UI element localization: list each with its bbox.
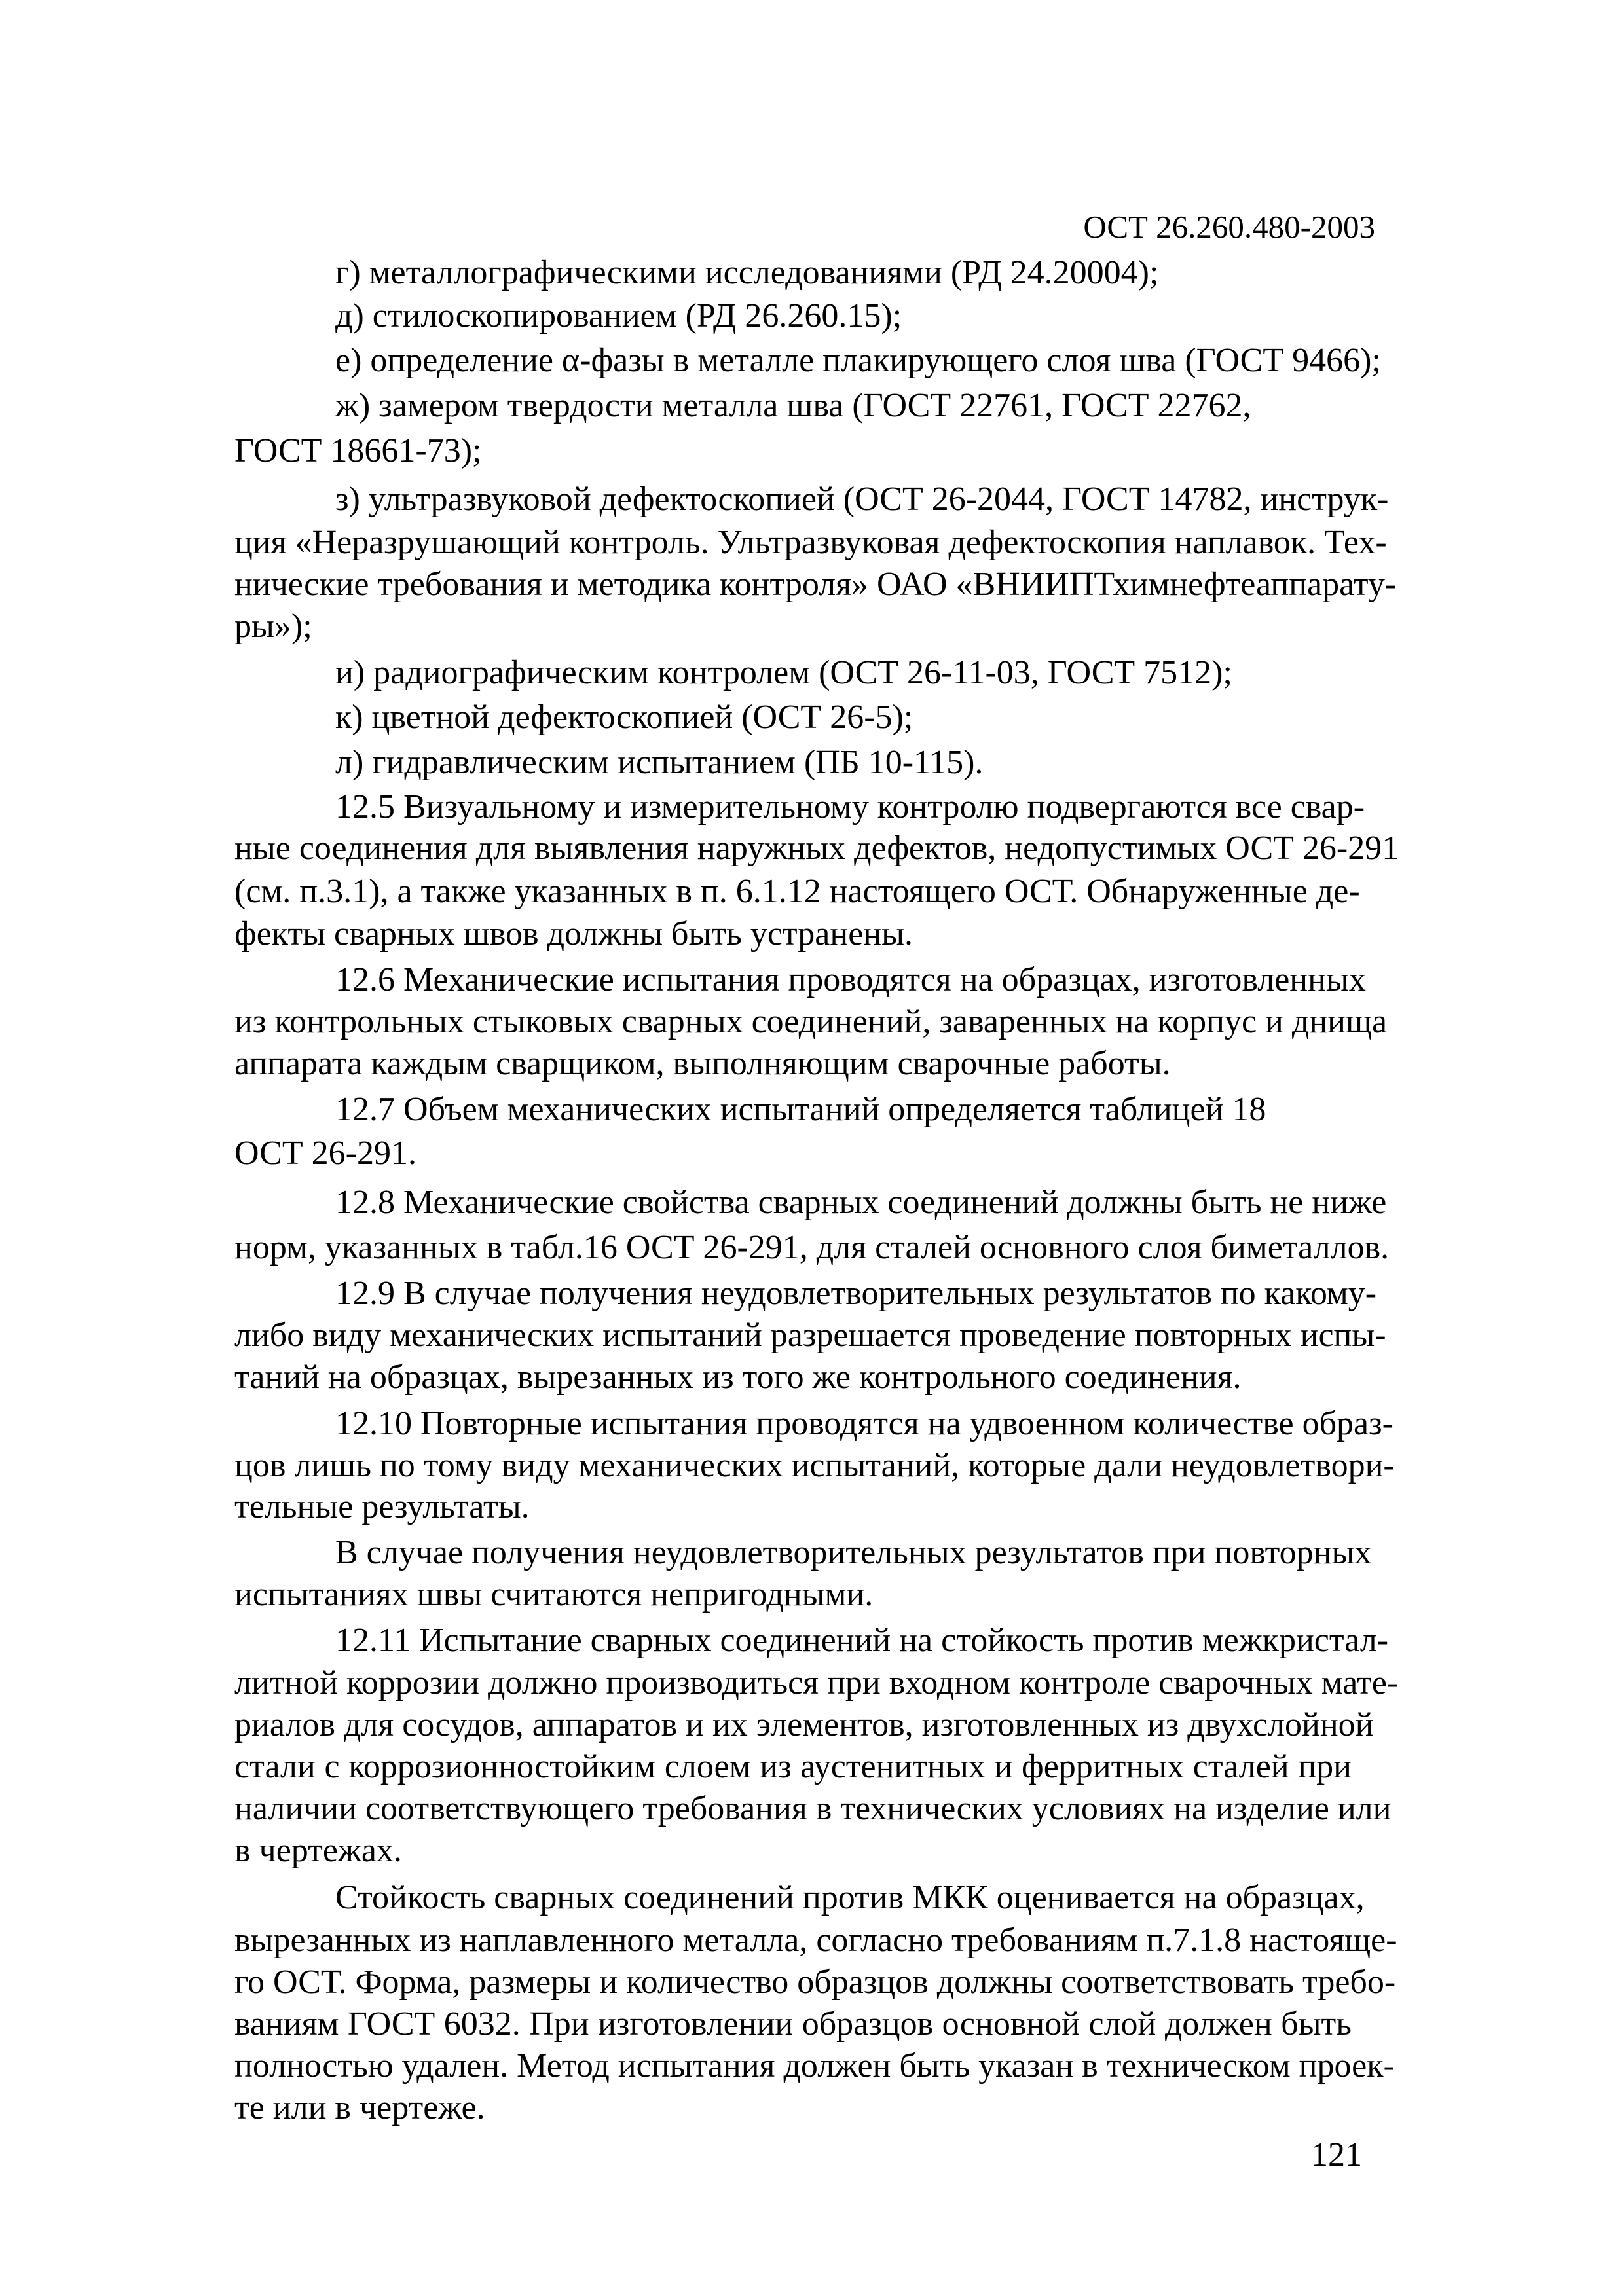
- list-item-k: к) цветной дефектоскопией (ОСТ 26-5);: [335, 699, 913, 736]
- list-item-l: л) гидравлическим испытанием (ПБ 10-115).: [335, 744, 984, 781]
- list-item-z-line3: нические требования и методика контроля» ОАО «ВНИИПТхимнефтеаппарату-: [234, 566, 1397, 603]
- list-item-z-line4: ры»);: [234, 608, 312, 645]
- section-12-10-line1: 12.10 Повторные испытания проводятся на удвоенном количестве образ-: [335, 1405, 1393, 1442]
- paragraph-mkk-line4: ваниям ГОСТ 6032. При изготовлении образцов основной слой должен быть: [234, 2005, 1352, 2043]
- section-12-5-line3: (см. п.3.1), а также указанных в п. 6.1.12 настоящего ОСТ. Обнаруженные де-: [234, 873, 1360, 910]
- section-12-5-line2: ные соединения для выявления наружных дефектов, недопустимых ОСТ 26-291: [234, 829, 1399, 867]
- paragraph-mkk-line1: Стойкость сварных соединений против МКК оценивается на образцах,: [335, 1879, 1365, 1916]
- section-12-9-line1: 12.9 В случае получения неудовлетворительных результатов по какому-: [335, 1275, 1377, 1312]
- section-12-6-line3: аппарата каждым сварщиком, выполняющим сварочные работы.: [234, 1045, 1171, 1082]
- paragraph-mkk-line3: го ОСТ. Форма, размеры и количество образцов должны соответствовать требо-: [234, 1963, 1396, 2001]
- section-12-6-line2: из контрольных стыковых сварных соединений, заваренных на корпус и днища: [234, 1003, 1388, 1040]
- list-item-e: е) определение α-фазы в металле плакирующего слоя шва (ГОСТ 9466);: [335, 342, 1381, 379]
- list-item-i: и) радиографическим контролем (ОСТ 26-11-03, ГОСТ 7512);: [335, 654, 1232, 691]
- section-12-8-line2: норм, указанных в табл.16 ОСТ 26-291, для сталей основного слоя биметаллов.: [234, 1229, 1390, 1266]
- paragraph-mkk-line6: те или в чертеже.: [234, 2089, 485, 2126]
- page-number: 121: [1311, 2136, 1362, 2174]
- section-12-9-line2: либо виду механических испытаний разрешается проведение повторных испы-: [234, 1317, 1386, 1354]
- section-12-7-line2: ОСТ 26-291.: [234, 1135, 416, 1172]
- section-12-11-line5: наличии соответствующего требования в технических условиях на изделие или: [234, 1790, 1392, 1827]
- section-12-8-line1: 12.8 Механические свойства сварных соединений должны быть не ниже: [335, 1184, 1387, 1221]
- section-12-11-line2: литной коррозии должно производиться при входном контроле сварочных мате-: [234, 1664, 1399, 1702]
- list-item-z-line1: з) ультразвуковой дефектоскопией (ОСТ 26-2044, ГОСТ 14782, инструк-: [335, 481, 1389, 518]
- section-12-5-line4: фекты сварных швов должны быть устранены.: [234, 915, 913, 953]
- section-12-6-line1: 12.6 Механические испытания проводятся на образцах, изготовленных: [335, 961, 1366, 998]
- section-12-7-line1: 12.7 Объем механических испытаний определяется таблицей 18: [335, 1091, 1266, 1128]
- section-12-11-line6: в чертежах.: [234, 1832, 402, 1869]
- paragraph-repeat-tests-line2: испытаниях швы считаются непригодными.: [234, 1576, 874, 1613]
- section-12-9-line3: таний на образцах, вырезанных из того же контрольного соединения.: [234, 1358, 1242, 1396]
- section-12-10-line3: тельные результаты.: [234, 1488, 530, 1525]
- section-12-11-line4: стали с коррозионностойким слоем из аустенитных и ферритных сталей при: [234, 1748, 1352, 1785]
- document-code-header: ОСТ 26.260.480-2003: [1083, 209, 1375, 245]
- list-item-d: д) стилоскопированием (РД 26.260.15);: [335, 297, 902, 335]
- paragraph-repeat-tests-line1: В случае получения неудовлетворительных результатов при повторных: [335, 1534, 1372, 1571]
- section-12-5-line1: 12.5 Визуальному и измерительному контролю подвергаются все свар-: [335, 788, 1365, 826]
- paragraph-mkk-line5: полностью удален. Метод испытания должен быть указан в техническом проек-: [234, 2047, 1395, 2085]
- list-item-zh-line2: ГОСТ 18661-73);: [234, 432, 482, 469]
- list-item-z-line2: ция «Неразрушающий контроль. Ультразвуковая дефектоскопия наплавок. Тех-: [234, 524, 1387, 561]
- paragraph-mkk-line2: вырезанных из наплавленного металла, согласно требованиям п.7.1.8 настояще-: [234, 1922, 1397, 1959]
- list-item-zh-line1: ж) замером твердости металла шва (ГОСТ 22761, ГОСТ 22762,: [335, 387, 1251, 424]
- section-12-11-line1: 12.11 Испытание сварных соединений на стойкость против межкристал-: [335, 1622, 1389, 1659]
- section-12-11-line3: риалов для сосудов, аппаратов и их элементов, изготовленных из двухслойной: [234, 1706, 1374, 1743]
- section-12-10-line2: цов лишь по тому виду механических испытаний, которые дали неудовлетвори-: [234, 1447, 1395, 1484]
- list-item-g: г) металлографическими исследованиями (РД 24.20004);: [335, 254, 1159, 291]
